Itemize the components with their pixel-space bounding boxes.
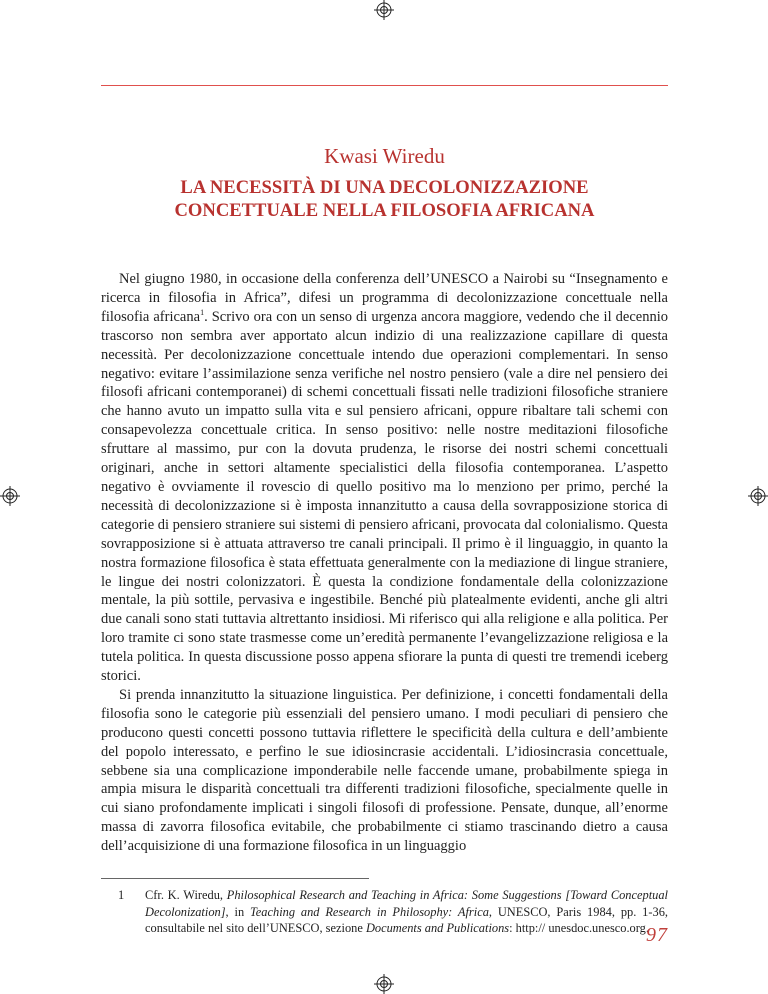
footnote-volume-title: Teaching and Research in Philosophy: Africa (250, 904, 489, 919)
registration-mark-icon (0, 486, 20, 506)
footnote-work-title: Philosophical Research and Teaching in Africa: Some Suggestions [Toward Conceptual Decolonization] (145, 888, 668, 919)
article-body (101, 270, 668, 856)
footnote-text-part: , UNESCO, Paris 1984, pp. 1-36, consultabile nel sito dell’UNESCO, sezione (145, 904, 668, 935)
footnote-reference: 1 (200, 307, 205, 317)
registration-mark-icon (748, 486, 768, 506)
title-line-1: LA NECESSITÀ DI UNA DECOLONIZZAZIONE (180, 177, 589, 198)
registration-mark-icon (374, 974, 394, 994)
footnote-text-part: : http:// unesdoc.unesco.org. (509, 921, 649, 935)
footnote-section-title: Documents and Publications (365, 921, 510, 935)
footnote-rule (101, 878, 369, 879)
paragraph-1 (101, 270, 668, 686)
footnote-number: 1 (118, 888, 125, 902)
paragraph-2: Si prenda innanzitutto la situazione linguistica. Per definizione, i concetti fondamentali della filosofia sono le categorie più essenziali del pensiero umano. I modi peculiari di pensiero che producono questi concetti possono tuttavia riflettere le specificità della cultura e dell’ambiente del popolo interessato, e perfino le sue idiosincrasie accidentali. L’idiosincrasia concettuale, sebbene sia una complicazione imponderabile nelle faccende umane, probabilmente spiega in ampia misura le disparità concettuali tra differenti tradizioni filosofiche, specialmente quelle in cui siano profondamente implicati i singoli filosofi di professione. Pensate, dunque, all’enorme massa di zavorra filosofica evitabile, che probabilmente ci stiamo trascinando dietro a causa dell’acquisizione di una formazione filosofica in un linguaggio (101, 686, 668, 855)
paragraph-1-text-b: . Scrivo ora con un senso di urgenza ancora maggiore, vedendo che il decennio trascorso non sembra aver apportato alcun indizio di una realizzazione capillare di questa necessità. Per decolonizzazione concettuale intendo due operazioni complementari. In senso negativo: evitare l’assimilazione senza verifiche nel nostro pensiero (vale a dire nel pensiero dei filosofi africani contemporanei) di schemi concettuali fissati nelle tradizioni filosofiche straniere che hanno avuto un impatto sulla vita e sul pensiero africani, oppure ribaltare tali schemi con consapevolezza concettuale critica. In senso positivo: nelle nostre meditazioni filosofiche sfruttare al massimo, pur con la dovuta prudenza, le risorse dei nostri schemi concettuali originari, anche in settori altamente specialistici della filosofia contemporanea. L’aspetto negativo è ovviamente il rovescio di quello positivo ma lo menziono per primo, perché la necessità di decolonizzazione si è imposta innanzitutto a causa della sovrapposizione storica di categorie di pensiero straniere sui sistemi di pensiero africani, provocata dal colonialismo. Questa sovrapposizione si è attuata attraverso tre canali principali. Il primo è il linguaggio, in quanto la nostra formazione filosofica è stata effettuata generalmente con la mediazione di lingue straniere, le lingue dei nostri colonizzatori. È questa la condizione fondamentale della colonizzazione mentale, la più sottile, pervasiva e ingestibile. Benché più platealmente evidenti, anche gli altri due canali sono stati tuttavia altrettanto insidiosi. Mi riferisco qui alla religione e alla politica. Per loro tramite ci sono state trasmesse come un’eredità permanente l’evangelizzazione religiosa e la tutela politica. In questa discussione posso appena sfiorare la punta di questi tre tremendi iceberg storici. (101, 308, 668, 685)
footnote-text-part: , in (225, 904, 251, 919)
footnote-text (145, 887, 668, 937)
author-name: Kwasi Wiredu (324, 144, 445, 168)
article-title (101, 176, 668, 222)
page-number: 97 (646, 924, 668, 946)
registration-mark-icon (374, 0, 394, 20)
footnote (101, 887, 668, 937)
title-line-2: CONCETTUALE NELLA FILOSOFIA AFRICANA (174, 200, 595, 221)
header-rule (101, 85, 668, 86)
paragraph-1-text-a: Nel giugno 1980, in occasione della conferenza dell’UNESCO a Nairobi su “Insegnamento e ricerca in filosofia in Africa”, difesi un programma di decolonizzazione concettuale nella filosofia africana (101, 271, 668, 325)
footnote-text-part: Cfr. K. Wiredu, (145, 888, 227, 902)
